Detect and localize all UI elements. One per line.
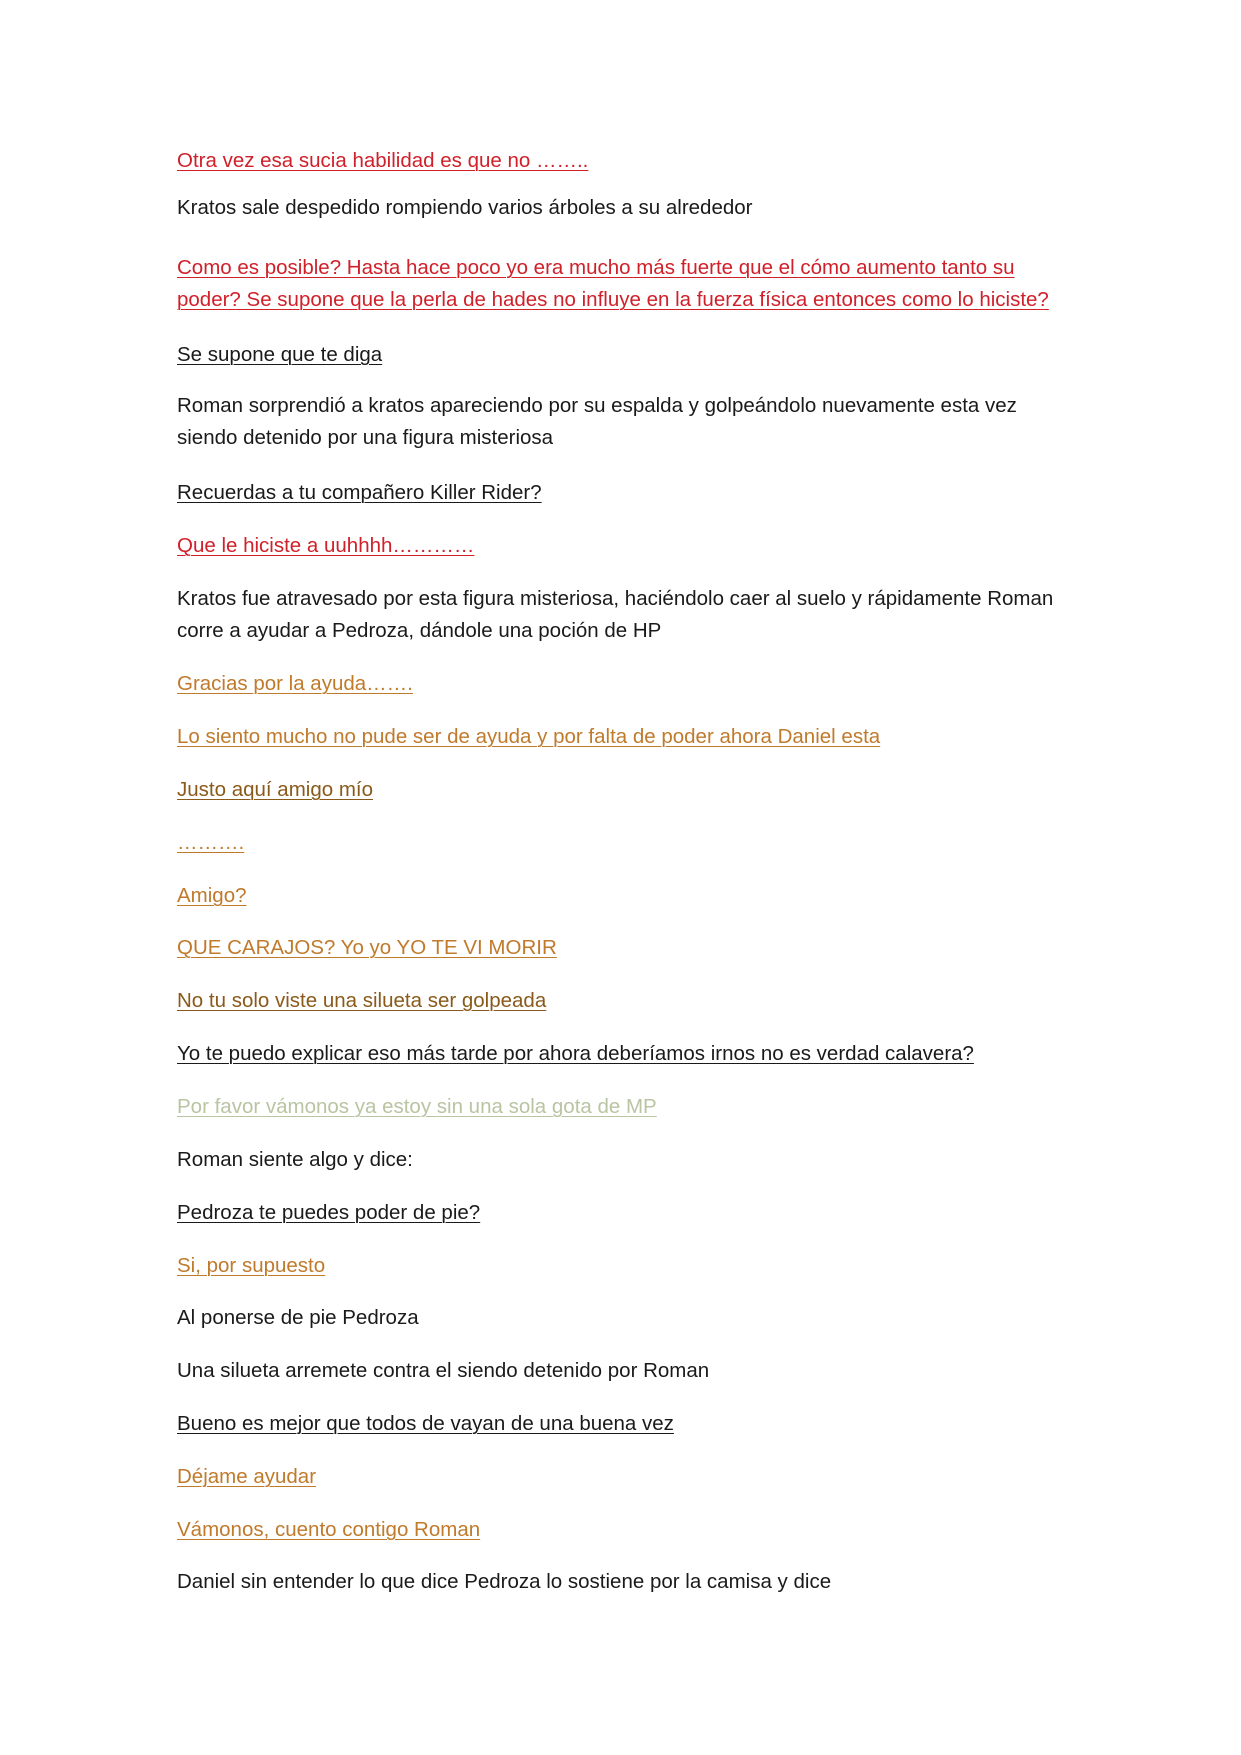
dialogue-line: Que le hiciste a uuhhhh…………: [177, 534, 475, 557]
dialogue-line: Si, por supuesto: [177, 1254, 326, 1277]
dialogue-line: Por favor vámonos ya estoy sin una sola gota de MP: [177, 1095, 657, 1118]
dialogue-line: Amigo?: [177, 884, 247, 907]
dialogue-line: ……….: [177, 831, 245, 854]
dialogue-line: Lo siento mucho no pude ser de ayuda y por falta de poder ahora Daniel esta: [177, 725, 881, 748]
narration-line: Kratos fue atravesado por esta figura misteriosa, haciéndolo caer al suelo y rápidamente Roman corre a ayudar a Pedroza, dándole una poción de HP: [177, 587, 1054, 642]
dialogue-line: Déjame ayudar: [177, 1465, 317, 1488]
narration-line: Al ponerse de pie Pedroza: [177, 1306, 419, 1329]
dialogue-line: Otra vez esa sucia habilidad es que no ……..: [177, 149, 589, 172]
narration-line: Una silueta arremete contra el siendo detenido por Roman: [177, 1359, 710, 1382]
dialogue-line: Recuerdas a tu compañero Killer Rider?: [177, 481, 542, 504]
dialogue-line: Justo aquí amigo mío: [177, 778, 373, 801]
dialogue-line: Pedroza te puedes poder de pie?: [177, 1201, 481, 1224]
dialogue-line: Vámonos, cuento contigo Roman: [177, 1518, 481, 1541]
dialogue-line: Yo te puedo explicar eso más tarde por ahora deberíamos irnos no es verdad calavera?: [177, 1042, 974, 1065]
narration-line: Roman siente algo y dice:: [177, 1148, 413, 1171]
dialogue-line: No tu solo viste una silueta ser golpeada: [177, 989, 547, 1012]
narration-line: Kratos sale despedido rompiendo varios árboles a su alrededor: [177, 196, 753, 219]
dialogue-line: QUE CARAJOS? Yo yo YO TE VI MORIR: [177, 936, 557, 959]
narration-line: Roman sorprendió a kratos apareciendo por su espalda y golpeándolo nuevamente esta vez siendo detenido por una figura misteriosa: [177, 394, 1017, 449]
dialogue-line: Gracias por la ayuda…….: [177, 672, 413, 695]
dialogue-line: Como es posible? Hasta hace poco yo era mucho más fuerte que el cómo aumento tanto su poder? Se supone que la perla de hades no influye en la fuerza física entonces como lo hiciste?: [177, 256, 1049, 311]
dialogue-line: Se supone que te diga: [177, 343, 383, 366]
dialogue-line: Bueno es mejor que todos de vayan de una buena vez: [177, 1412, 674, 1435]
narration-line: Daniel sin entender lo que dice Pedroza lo sostiene por la camisa y dice: [177, 1570, 832, 1593]
